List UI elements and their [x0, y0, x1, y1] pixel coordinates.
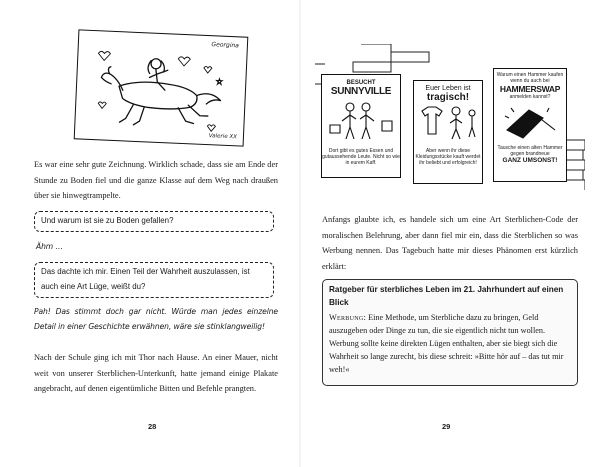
hammer-illustration [497, 100, 563, 140]
poster-tragisch-body: Aber wenn ihr diese Kleidungsstücke kauft werdet ihr beliebt und erfolgreich! [415, 148, 481, 166]
poster-sunnyville-body: Dort gibt es gutes Essen und gutaussehende Leute. Nicht so wie in eurem Kaff. [322, 148, 400, 166]
poster-hammerswap-body: Tausche einen alten Hammer gegen brandneue [497, 145, 563, 157]
left-paragraph-2: Nach der Schule ging ich mit Thor nach Hause. An einer Mauer, nicht weit von unserer Sterblichen-Unterkunft, hatte jemand einige Plakate angebracht, auf denen eigentümliche Bitten und Befehle prangten. [34, 353, 278, 393]
shirts-illustration [416, 103, 480, 143]
guide-term: Werbung: [329, 313, 367, 322]
guide-definition: Eine Methode, um Sterbliche dazu zu bringen, Geld auszugeben oder Dinge zu tun, die sie eigentlich nicht tun wollen. Werbung sollte keine direkten Lügen enthalten, aber sie biegt sich die Wahrheit so lange zurecht, bis diese schreit: »Bitte hör auf – das tut mir weh!« [329, 313, 564, 374]
horse-drawing [74, 29, 249, 146]
page-number-left: 28 [148, 422, 157, 431]
drawing-caption-top: Georgina [211, 41, 240, 50]
poster-hammerswap-sub: anmelden kannst? [509, 94, 551, 100]
diary-question-box: Und warum ist sie zu Boden gefallen? [34, 211, 274, 232]
diary-remark-box: Das dachte ich mir. Einen Teil der Wahrheit auszulassen, ist auch eine Art Lüge, weißt du? [34, 262, 274, 298]
poster-sunnyville-title: SUNNYVILLE [330, 86, 392, 97]
handwritten-reply-2: Pah! Das stimmt doch gar nicht. Würde man jedes einzelne Detail in einer Geschichte erwähnen, wäre sie stinklangweilig! [34, 307, 278, 331]
poster-tragisch [413, 80, 483, 184]
horse-rider-illustration [77, 32, 241, 139]
poster-hammerswap-head: Warum einen Hammer kaufen wenn du auch bei [496, 72, 564, 84]
poster-tragisch-title: tragisch! [426, 92, 470, 103]
poster-hammerswap-foot: GANZ UMSONST! [502, 157, 558, 164]
poster-wall [313, 44, 585, 204]
page-number-right: 29 [442, 422, 451, 431]
poster-sunnyville [321, 74, 401, 178]
poster-hammerswap-title: HAMMERSWAP [499, 84, 561, 94]
poster-hammerswap [493, 68, 567, 182]
left-paragraph-1: Es war eine sehr gute Zeichnung. Wirklich schade, dass sie am Ende der Stunde zu Boden fiel und die ganze Klasse auf dem Weg nach draußen über sie hinwegtrampelte. [34, 160, 278, 200]
guide-sidebox [322, 279, 578, 386]
guide-title: Ratgeber für sterbliches Leben im 21. Jahrhundert auf einen Blick [329, 285, 564, 307]
poster-tragisch-head: Euer Leben ist [425, 85, 471, 92]
handwritten-reply-1: Ähm … [36, 242, 63, 251]
people-walking-illustration [326, 97, 396, 143]
poster-sunnyville-head: BESUCHT [346, 80, 376, 86]
right-paragraph-1: Anfangs glaubte ich, es handele sich um eine Art Sterblichen-Code der moralischen Belehrung, aber dann fiel mir ein, dass die Sterblichen so was Werbung nennen. Das Tagebuch hatte mir dieses Phänomen erst kürzlich erklärt: [322, 215, 578, 271]
drawing-caption-bottom: Valerie XX [208, 133, 238, 141]
